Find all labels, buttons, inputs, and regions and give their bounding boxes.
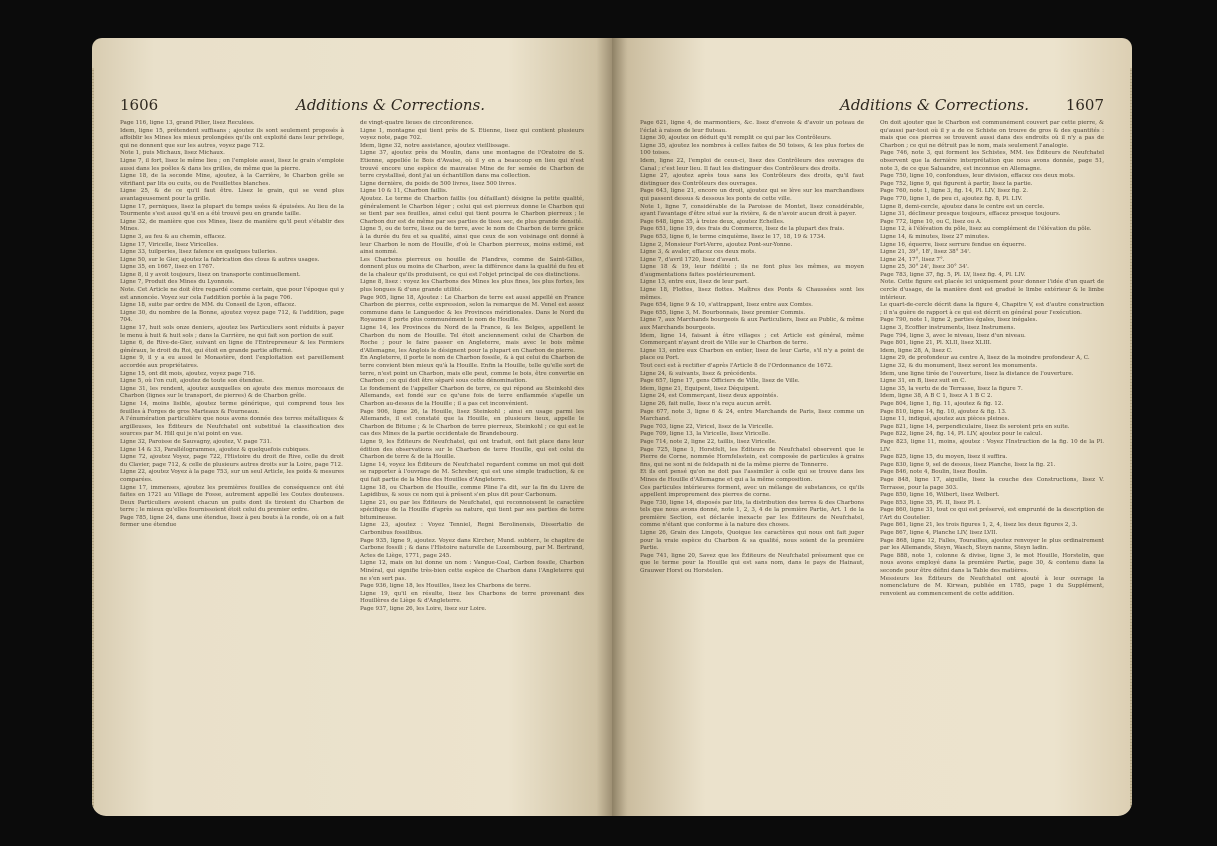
correction-entry: Page 703, ligne 22, Viricel, lisez de la Viricelle. [640,423,774,430]
correction-entry: Ligne 14, moins lisible, ajoutez terme générique, qui comprend tous les feuilles à Forges de gros Marteaux & Fourneaux. [120,400,344,415]
correction-entry: En Angleterre, il porte le nom de Charbon fossile, & à qui celui du Charbon de terre convient bien mieux qu'à la Houille. Enfin la Houille, telle qu'elle sort de terre, n'est point un Charbon, mais elle peut, comme le bois, être convertie en Charbon ; ce qui doit être séparé sous cette dénomination. [360,355,584,385]
correction-entry: Idem, ligne 28, A, lisez C. [880,347,953,354]
correction-entry: Page 772, ligne 10, ou C, lisez ou A. [880,218,982,225]
correction-entry: Ligne 17, perniques, lisez la plupart du temps usées & épuisées. Au lieu de la Tourmente s'est aussi qu'il en a été trouvé peu en grande taille. [120,203,344,218]
correction-entry: Ligne 26, Grain des Lingots, Quoique les caractères qui nous ont fait juger pour la vraie espèce du Charbon & sa qualité, nous soient de la première Partie. [640,530,864,552]
correction-entry: Page 653, ligne 6, le terme cinquième, lisez le 17, 18, 19 & 1734. [640,233,826,240]
correction-entry: Page 770, ligne 1, de peu ci, ajoutez fig. 8, Pl. LIV. [880,195,1023,202]
correction-entry: Ligne 35, ajoutez les nombres à celles faites de 50 toises, & les plus fortes de 100 toises. [640,142,864,157]
correction-entry: Ligne 14 & 33, Parallélogrammes, ajoutez & quelquefois cubiques. [120,446,310,453]
correction-entry: Ligne 30, ajoutez on déduit qu'il remplit ce qui par les Contrôleurs. [640,135,832,142]
correction-entry: Page 655, ligne 3, M. Bourbonnais, lisez premier Commis. [640,309,806,316]
correction-entry: Ligne 19, qu'il en résulte, lisez les Charbons de terre provenant des Houillères de Liège & d'Angleterre. [360,590,584,605]
correction-entry: Page 861, ligne 21, les trois figures 1, 2, 4, lisez les deux figures 2, 3. [880,522,1078,529]
right-page-edges [1130,68,1132,808]
correction-entry: Note 1, ligne 7, considérable de la Paroisse de Montet, lisez considérable, ayant l'avantage d'être situé sur la rivière, & de n'avoir aucun droit à payer. [640,203,864,218]
correction-entry: Ligne dernière, du poids de 500 livres, lisez 500 livres. [360,180,517,187]
correction-entry: On doit ajouter que le Charbon est communément couvert par cette pierre, & qu'aussi par-tout où il y a de ce Schiste on trouve de gros & des quantités : mais que ces pierres se trouvent aussi dans des endroits où il n'y a pas de Charbon ; ce qui ne détruit pas le nom, mais seulement l'analogie. [880,120,1104,149]
correction-entry: Ligne 18, Flottes, lisez flottes. Maîtres des Ponts & Chaussées sont les mêmes. [640,287,864,301]
correction-entry: Ligne 1, montagne qui tient près de S. Etienne, lisez qui contient plusieurs voyez note, page 702. [360,127,584,142]
correction-entry: Ligne 8, lisez : voyez les Charbons des Mines les plus fines, les plus fortes, les plus longues & d'une grande utilité. [360,279,584,294]
left-page-number: 1606 [120,96,159,114]
correction-entry: Ligne 31, les rendent, ajoutez auxquelles on ajoute des menus morceaux de Charbon (lignes sur le transport, de pierres) & de Charbon grêle. [120,385,344,400]
correction-entry: Ligne 14, voyez les Éditeurs de Neufchatel regardent comme un mot qui doit se rapporter à l'ouvrage de M. Schreber, qui est une simple traduction, & ce qui fait partie de la Mine des Houilles d'Angleterre. [360,461,584,483]
correction-entry: A l'énumération particulière que nous avons donnée des terres métalliques & argilleuses, les Éditeurs de Neufchatel ont substitué la classification des sources par M. Hill qui je n'ai point en vue. [120,416,344,438]
correction-entry: Page 783, ligne 37, fig. 5, Pl. LV, lisez fig. 4, Pl. LIV. [880,271,1026,278]
correction-entry: Page 709, ligne 13, la Viricelle, lisez Viricelle. [640,431,771,438]
correction-entry: Ligne 24, 17°, lisez 7°. [880,256,945,263]
correction-entry: Idem, ligne 22, l'emploi de ceux-ci, lisez des Contrôleurs des ouvrages du Canal ; c'est leur lieu. Il faut les distinguer des Contrôleurs des droits. [640,157,864,172]
correction-entry: Page 790, note 1, ligne 2, parties égales, lisez inégales. [880,317,1038,324]
correction-entry: Ligne 17, immenses, ajoutez les premières fouilles de conséquence ont été faites en 1721 au Village de Fosse, autrement appellé les Coutes douteuses. Deux Particuliers avoient chacun un puits dont ils tiroient du Charbon de terre ; le mieux qu'elles fournissoient étoit celui du premier ordre. [120,484,344,514]
correction-entry: Ligne 18, de la seconde Mine, ajoutez, à la Carrière, le Charbon grêle se vitrifiant par lits ou cuits, ou de Feuillettes blanches. [120,173,344,187]
correction-entry: Ligne 18, ou Charbon de Houille, comme Pline l'a dit, sur la fin du Livre de Lapidibus, & sous ce nom qui à présent s'en plus dit pour Carbonum. [360,484,584,499]
left-page [92,38,612,816]
correction-entry: Page 801, ligne 21, Pl. XLII, lisez XLIII. [880,340,992,347]
correction-entry: Page 621, ligne 4, de marmontiers, &c. lisez d'envoie & d'avoir un poteau de l'éclat à raison de leur fluteau. [640,120,864,134]
correction-entry: Ligne 17, huit sols onze deniers, ajoutez les Particuliers sont réduits à payer le menu à huit & huit sols ; dans la Carrière, ne qui fait son portion de suif. [120,325,344,339]
correction-entry: Ligne 33, tuilperies, lisez faïence en quelques tuileries. [120,249,278,256]
correction-entry: Ligne 3, & avaler, effacez ces deux mots. [640,249,757,256]
correction-entry: Note. Cet Article ne doit être regardé comme certain, que pour l'époque qui y est annoncée. Voyez sur cela l'addition portée à la page 706. [120,287,344,301]
correction-entry: Page 741, ligne 20, Savez que les Éditeurs de Neufchatel présument que ce que le terme pour la Houille qui est sans nom, dans le pays de Hainaut, Grauwer Horst ou Horstelen. [640,552,864,575]
correction-entry: Ces particules intérieures forment, avec un mélange de substances, ce qu'ils appellent improprement des pierres de corne. [640,484,864,499]
correction-entry: Page 822, ligne 24, fig. 14, Pl. LIV, ajoutez pour le calcul. [880,431,1043,438]
correction-entry: Ligne 32, & du monument, lisez seront les monuments. [880,363,1038,369]
correction-entry: Page 648, ligne 35, à treize deux, ajoutez Echelles. [640,218,785,225]
correction-entry: Page 936, ligne 18, les Houilles, lisez les Charbons de terre. [360,583,531,590]
correction-entry: Page 937, ligne 26, les Loire, lisez sur Loire. [360,606,487,612]
correction-entry: Note 1, puis Michaux, lisez Michaux. [120,150,225,157]
correction-entry: Ligne 6, de Rive-de-Gier, suivant en ligne de l'Entrepreneur & les Fermiers généraux, le droit du Roi, qui étoit en grande partie affermé. [120,340,344,354]
left-column-2 [360,120,584,798]
correction-entry: Page 750, ligne 10, confondues, leur division, effacez ces deux mots. [880,173,1075,180]
correction-entry: Ligne 16, équerre, lisez serrure fendue en équerre. [880,241,1027,248]
correction-entry: Page 760, note 1, ligne 3, fig. 14, Pl. LIV, lisez fig. 2. [880,188,1029,195]
correction-entry: Page 888, note 1, colonne & divise, ligne 3, le mot Houille, Horstelin, que nous avons employé dans la première Partie, page 30, & contenu dans la seconde pour être défini dans la Table des matières. [880,552,1104,575]
correction-entry: Ligne 32, de manière que ces Mines, lisez de manière qu'il peut s'établir des Mines. [120,218,344,233]
correction-entry: Ligne 12, mais on lui donne un nom : Vangue-Coal, Carbon fossile, Charbon Minéral, qui signifie très-bien cette espèce de Charbon dans l'Angleterre qui ne s'en sert pas. [360,560,584,582]
correction-entry: Ligne 25, 30° 24', lisez 30° 34'. [880,264,969,271]
correction-entry: Page 935, ligne 9, ajoutez. Voyez dans Kircher, Mund. subterr., le chapitre de Carbone fossili ; & dans l'Histoire naturelle de Luxembourg, par M. Bertrand, Actes de Liège, 1771, page 245. [360,537,584,559]
correction-entry: Ligne 13, entre eux Charbon en entier, lisez de leur Carte, s'il n'y a point de place ou Port. [640,347,864,362]
correction-entry: Ligne 37, ajoutez près du Moulin, dans une montagne de l'Oratoire de S. Etienne, appellée le Bois d'Avaise, où il y en a beaucoup en lieu qui n'est trouvé encore une espèce de mauvaise Mine de fer semée de Charbon de terre crystallisé, dont j'ai un échantillon dans ma collection. [360,150,584,180]
correction-entry: Ligne 31, déclineur presque toujours, effacez presque toujours. [880,211,1061,218]
correction-entry: Ligne 25, & de ce qu'il faut être. Lisez le grain, qui se vend plus avantageusement pour la grille. [120,188,344,202]
correction-entry: Ligne 72, ajoutez Voyez, page 722, l'Histoire du droit de Rive, celle du droit du Clavier, page 712, & celle de plusieurs autres droits sur la Loire, page 712. [120,454,344,468]
correction-entry: Ligne 2, Monsieur Fort-Verre, ajoutez Pont-sur-Yonne. [640,241,793,248]
correction-entry: Page 850, ligne 16, Wilbert, lisez Welbert. [880,492,1000,499]
right-page [612,38,1132,816]
correction-entry: Ligne 32, Paroisse de Sauvagny, ajoutez, V. page 731. [120,438,272,445]
correction-entry: Ligne 14, les Provinces du Nord de la France, & les Belges, appellent le Charbon du nom de Houille. Tel étoit anciennement celui de Charbon de Roche ; pour le faire passer en Angleterre, mais avec le bois même d'Allemagne, les Anglois le désignent pour la plupart en Charbon de pierre. [360,325,584,354]
correction-entry: Idem, ligne 15, prétendent suffisans ; ajoutez ils sont seulement proposés à affoiblir les Mines les mieux prolongées qu'ils ont exploité dans leur privilege, qui ne donnent que sur les autres, voyez page 712. [120,127,344,149]
correction-entry: Ligne 14, & minutes, lisez 27 minutes. [880,233,990,240]
correction-entry: Ligne 17, Viricelle, lisez Viricelles. [120,241,219,248]
left-page-edges [92,68,94,808]
correction-entry: Ligne 13, entre eux, lisez de leur part. [640,279,749,286]
correction-entry: Idem, une ligne tirée de l'ouverture, lisez la distance de l'ouverture. [880,370,1074,377]
correction-entry: Messieurs les Éditeurs de Neufchatel ont ajouté à leur ouvrage la nomenclature de M. Kirwan, publiée en 1785, page 1 du Supplément, renvoient au commencement de cette addition. [880,575,1104,597]
correction-entry: Page 848, ligne 17, aiguille, lisez la couche des Constructions, lisez V. Terrasse, pour la page 303. [880,476,1104,491]
correction-entry: Page 643, ligne 21, encore un droit, ajoutez qui se lève sur les marchandises qui passent dessus & dessous les ponts de cette ville. [640,188,864,202]
correction-entry: Page 725, ligne 1, Horstfelt, les Éditeurs de Neufchatel observent que le Pierre de Corne, nommée Hornfelsstein, est composée de particules à grains fins, qui ne sont ni de feldspath ni de la même pierre de Tonnerre. [640,446,864,468]
correction-entry: Ligne 26, fait nulle, lisez n'a reçu aucun arrêt. [640,400,772,407]
correction-entry: Note. Cette figure est placée ici uniquement pour donner l'idée d'un quart de cercle d'usage, de la manière dont est gradué le limbe extérieur & le limbe intérieur. [880,279,1104,301]
correction-entry: Page 905, ligne 18, Ajoutez : Le Charbon de terre est aussi appellé en France Charbon de pierres, cette expression, selon la remarque de M. Venel est assez commune dans le Languedoc & les Provinces méridionales. Dans le Nord du Royaume il porte plus communément le nom de Houille. [360,294,584,324]
correction-entry: Page 730, ligne 14, disposés par lits, la distribution des terres & des Charbons tels que nous avons donné, note 1, 2, 3, 4 de la première Partie, Art. 1 de la première Section, est déclarée inexacte par les Éditeurs de Neufchatel, comme n'étant que conforme à la nature des choses. [640,499,864,529]
correction-entry: Ligne 29, de profondeur au centre A, lisez de la moindre profondeur A, C. [880,355,1090,362]
correction-entry: Page 846, note 4, Boulin, lisez Boulin. [880,469,988,476]
right-page-header [640,96,1104,116]
correction-entry: Ajoutez. Le terme de Charbon faillis (ou défaillant) désigne la petite qualité, généralement le Charbon léger ; celui qui est pierreux donne le Charbon qui se tient par ses feuilles, ainsi celui qui tient pourra le Charbon pierreux ; le Charbon dur est de même par ses parties de tissu sec, de plus grande densité. [360,195,584,225]
correction-entry: Ligne 7, aux Marchands bourgeois & aux Particuliers, lisez au Public, & même aux Marchands bourgeois. [640,317,864,332]
correction-entry: Le quart-de-cercle décrit dans la figure 4, Chapitre V, est d'autre construction ; il n'a guère de rapport à ce qui est décrit en général pour l'exécution. [880,302,1104,316]
correction-entry: Ligne 7, d'avril 1720, lisez d'avant. [640,256,740,263]
correction-entry: Page 752, ligne 9, qui figurent à partir, lisez la partie. [880,180,1033,187]
correction-entry: Ligne 18, suite par ordre de MM. du Conseil de Lyon, effacez. [120,302,296,309]
correction-entry: Page 906, ligne 26, la Houille, lisez Steinkohl ; ainsi en usage parmi les Allemands, il est constaté que la Houille, en plusieurs lieux, appelle le Charbon de Bitume ; & le Charbon de terre pierreux, Steinkohl ; ce qui est le cas des Mines de la partie occidentale de Brandebourg. [360,408,584,438]
correction-entry: Ligne 7, il fort, lisez le même lieu ; on l'emploie aussi, lisez le grain s'emploie aussi dans les poêles & dans les grilles, de même que la pierre. [120,157,344,172]
correction-entry: Page 746, note 3, qui forment les Schistes, MM. les Éditeurs de Neufchatel observent que la dernière interprétation que nous avons donnée, page 51, note 3, de ce que Saluandre, est inconnue en Allemagne. [880,150,1104,172]
correction-entry: Ligne 31, en B, lisez suit en C. [880,378,967,385]
correction-entry: Page 810, ligne 14, fig. 10, ajoutez & fig. 13. [880,408,1007,415]
correction-entry: Ligne 22, ajoutez Voyez à la page 753, sur un seul Article, les poids & mesures comparées. [120,469,344,483]
correction-entry: Idem, ligne 21, Equipent, lisez Déquipent. [640,385,760,392]
correction-entry: Ligne 11, indiqué, ajoutez aux pièces pleines. [880,416,1010,423]
correction-entry: Ligne 21, ou par les Éditeurs de Neufchatel, qui reconnoissent le caractère spécifique de la Houille d'après sa nature, qui tient par ses parties de terre bitumineuse. [360,499,584,521]
correction-entry: Page 821, ligne 14, perpendiculaire, lisez ils seroient pris en suite. [880,423,1070,430]
correction-entry: Ligne 7, Produit des Mines du Lyonnois. [120,279,235,286]
correction-entry: Ligne 8, il y avoit toujours, lisez on transporte continuellement. [120,271,301,278]
correction-entry: Ligne 35, la vertu de de Terrasse, lisez la figure 7. [880,385,1023,392]
correction-entry: Page 830, ligne 9, sel de dessus, lisez Planche, lisez la fig. 21. [880,461,1056,468]
correction-entry: Idem, ligne 38, A B C 1, lisez A 1 B C 2. [880,393,993,400]
correction-entry: de vingt-quatre lieues de circonférence. [360,120,474,126]
correction-entry: Ligne 30, du nombre de la Bonne, ajoutez voyez page 712, & l'addition, page 704. [120,309,344,324]
correction-entry: Tout ceci est à rectifier d'après l'Article 8 de l'Ordonnance de 1672. [640,363,833,369]
left-column-1 [120,120,344,798]
right-page-columns [640,120,1104,798]
correction-entry: Ligne 8, demi-cercle, ajoutez dans le centre est un cercle. [880,203,1045,210]
correction-entry: Ligne 24, est Commerçant, lisez deux appointés. [640,393,779,400]
correction-entry: Et ils ont pensé qu'on ne doit pas l'assimiler à celle qui se trouve dans les Mines de Houille d'Allemagne et qui a la même composition. [640,469,864,483]
correction-entry: Page 677, note 3, ligne 6 & 24, entre Marchands de Paris, lisez comme un Marchand. [640,408,864,423]
correction-entry: Ligne 3, au feu & au chemin, effacez. [120,233,226,240]
correction-entry: Page 794, ligne 3, avec le niveau, lisez d'un niveau. [880,332,1026,339]
open-book [92,38,1132,816]
left-page-columns [120,120,584,798]
correction-entry: Ligne 12, à l'élévation du pôle, lisez au complément de l'élévation du pôle. [880,226,1092,233]
correction-entry: Ligne 3, Ecoffier instruments, lisez Instrumens. [880,325,1016,332]
correction-entry: Le fondement de l'appeller Charbon de terre, ce qui répond au Steinkohl des Allemands, est fondé sur ce qu'une fois de terre enflammée s'apelle un Charbon au-dessus de la Houille ; il a pas cet inconvénient. [360,385,584,407]
correction-entry: Ligne 27, ajoutez après tous sans les Contrôleurs des droits, qu'il faut distinguer des Contrôleurs des ouvrages. [640,173,864,187]
right-column-2 [880,120,1104,798]
correction-entry: Ligne 5, ou de terre, lisez ou de terre, avec le nom de Charbon de terre grâce à la durée du feu et sa qualité, ainsi que ceux de son voisinage ont donné à leur Charbon le nom de Houille, d'où le Charbon pierreux, moins estimé, est ainsi nommé. [360,226,584,256]
correction-entry: Les Charbons pierreux ou houille de Flandres, comme de Saint-Gilles, donnent plus ou moins de Charbon, avec la différence dans la qualité du feu et de la chaleur qu'ils produisent, ce qui est l'objet principal de ces distinctions. [360,256,584,278]
right-page-number: 1607 [1065,96,1104,114]
correction-entry: Ligne 50, sur le Gier, ajoutez la fabrication des clous & autres usages. [120,256,320,263]
correction-entry: Page 804, ligne 1, fig. 11, ajoutez & fig. 12. [880,400,1004,407]
correction-entry: Ligne 18 & 19, leur fidélité ; ils ne font plus les mêmes, au moyen d'augmentations faites postérieurement. [640,264,864,278]
left-running-title: Additions & Corrections. [296,96,486,114]
correction-entry: Page 868, ligne 12, Falles, Tourailles, ajoutez renvoyer le plus ordinairement par les Allemands, Steyn, Wasch, Steyn nanns, Steyn ladin. [880,537,1104,552]
correction-entry: Page 860, ligne 31, tout ce qui est préservé, est emprunté de la description de l'Art du Coutelier. [880,507,1104,521]
correction-entry: Page 823, ligne 11, moins, ajoutez : Voyez l'Instruction de la fig. 10 de la Pl. LIV. [880,438,1104,453]
correction-entry: Page 867, ligne 4, Planche LIV, lisez LVII. [880,530,998,537]
correction-entry: Ligne 9, les Éditeurs de Neufchatel, qui ont traduit, ont fait place dans leur édition des observations sur le Charbon de terre Houille, qui est celui du Charbon de terre & de la Houille. [360,438,584,461]
correction-entry: Ligne 15, ont dit mois, ajoutez, voyez page 716. [120,370,256,377]
correction-entry: Page 714, note 2, ligne 22, taillis, lisez Viricelle. [640,438,777,445]
correction-entry: Page 825, ligne 15, du moyen, lisez il suffira. [880,454,1008,461]
correction-entry: Ligne 24, & suivants, lisez & précédents. [640,370,757,377]
correction-entry: Idem, ligne 32, notre assistance, ajoutez vieillissage. [360,142,510,149]
correction-entry: Ligne 35, en 1667, lisez en 1767. [120,264,215,271]
right-running-title: Additions & Corrections. [840,96,1030,114]
correction-entry: Ligne 23, ajoutez : Voyez Tenniel, Regni Berolinensis, Dissertatio de Carbonibus fossilibus. [360,522,584,537]
correction-entry: Page 116, ligne 13, grand Pilier, lisez Reculées. [120,120,255,126]
correction-entry: Page 853, ligne 35, Pl. II, lisez Pl. I. [880,499,981,506]
right-column-1 [640,120,864,798]
correction-entry: Page 654, ligne 9 & 10, s'attrappant, lisez entre aux Comtes. [640,302,813,309]
correction-entry: Page 785, ligne 24, dans une étendue, lisez à peu bouts à la ronde, où on a fait fermer une étendue [120,514,344,529]
left-page-header [120,96,584,116]
correction-entry: Page 657, ligne 17, gens Officiers de Ville, lisez de Ville. [640,378,800,385]
correction-entry: Ligne 21, 39°, 18', lisez 38° 34'. [880,249,971,256]
correction-entry: Ligne 5, où l'on cuit, ajoutez de toute son étendue. [120,378,264,385]
correction-entry: Ligne 9, il y a eu aussi le Monastère, dont l'exploitation est pareillement accordée aux propriétaires. [120,355,344,369]
correction-entry: Ligne 10 & 11, Charbon faillis. [360,188,448,195]
correction-entry: Page 651, ligne 19, des frais du Commerce, lisez de la plupart des frais. [640,226,845,233]
correction-entry: Idem, ligne 14, faisant à être villages ; cet Article est général, même Commerçant n'ayant droit de Ville sur le Charbon de terre. [640,332,864,347]
